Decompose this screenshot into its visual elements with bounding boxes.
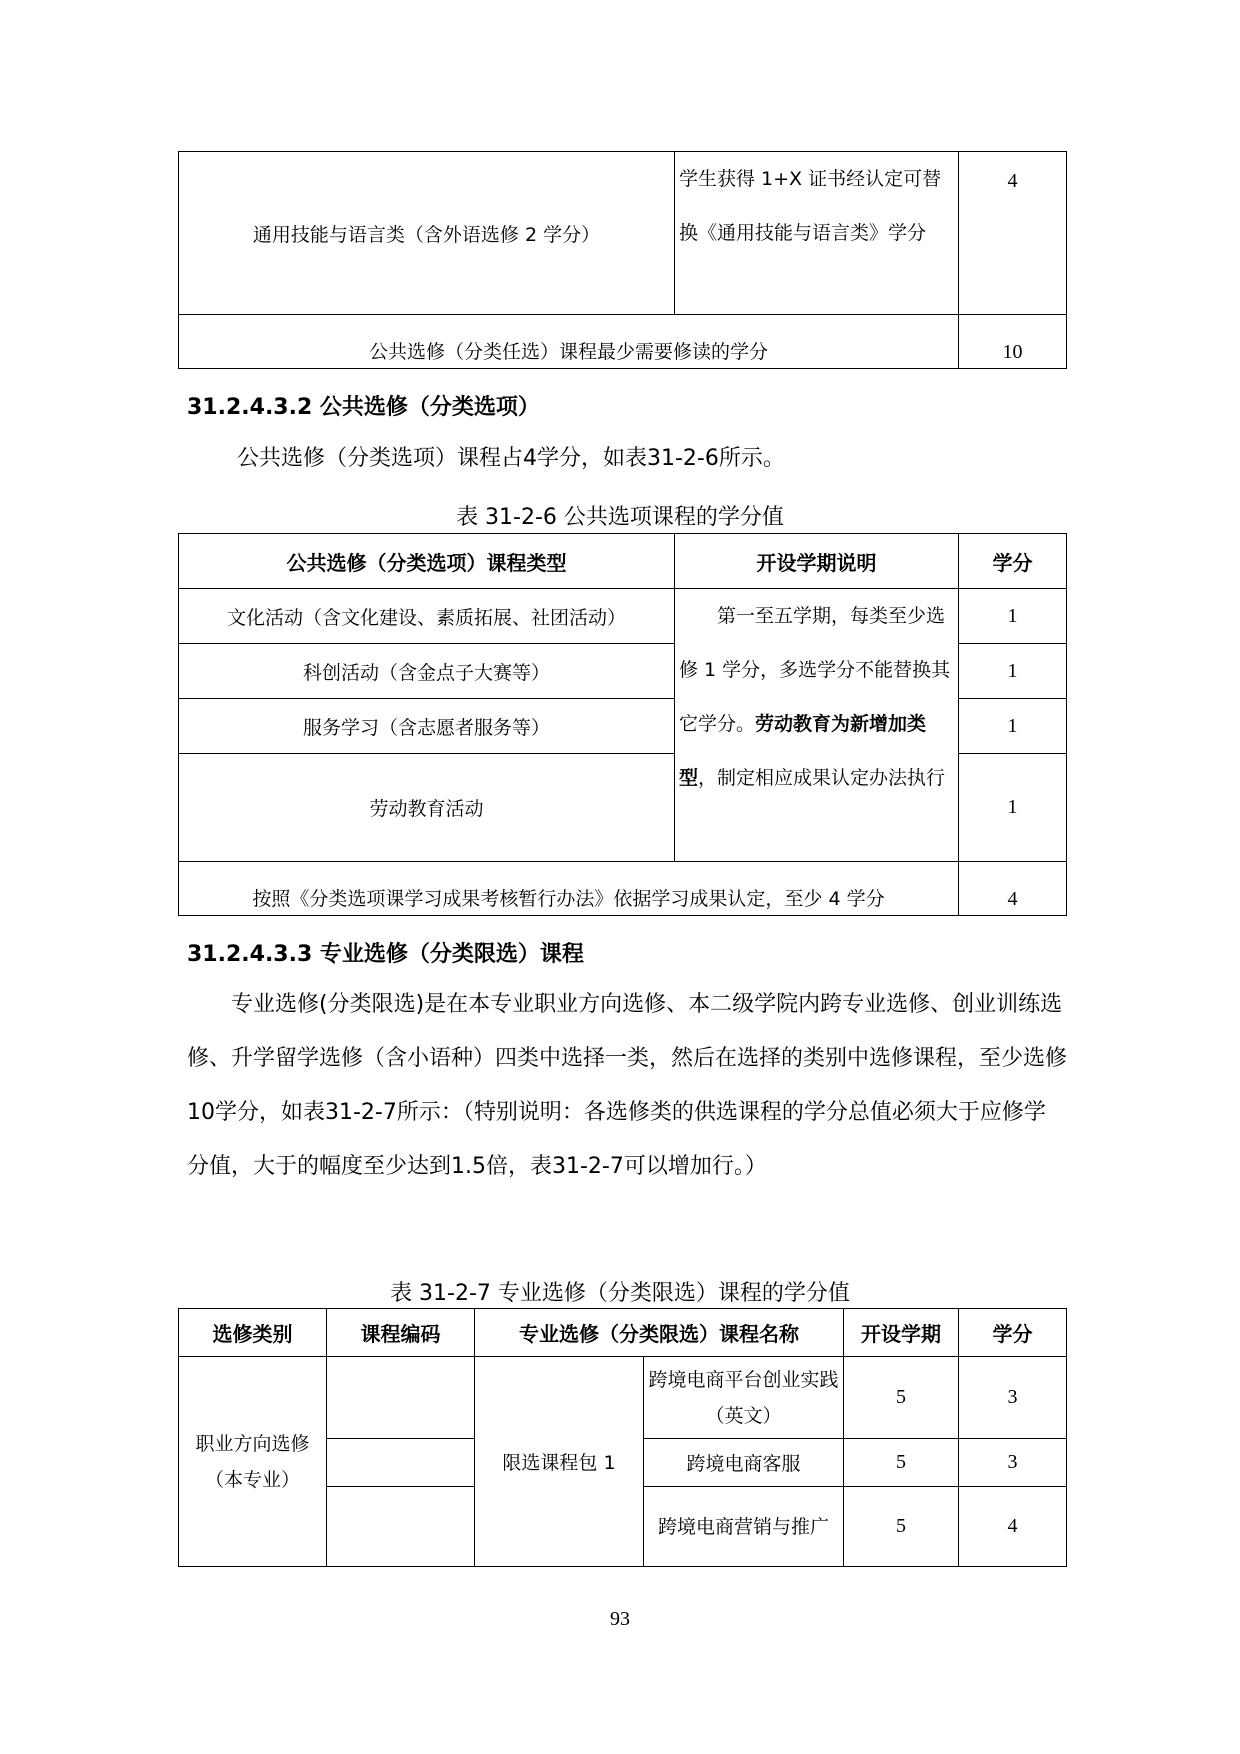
header-name: 专业选修（分类限选）课程名称 [475,1309,844,1357]
note-cell: 学生获得 1+X 证书经认定可替换《通用技能与语言类》学分 [675,152,959,315]
category-cell: 职业方向选修（本专业） [179,1357,327,1567]
note-text-2: ，制定相应成果认定办法执行 [698,767,946,789]
header-semester: 开设学期说明 [675,534,959,589]
header-category: 选修类别 [179,1309,327,1357]
credits-cell: 4 [959,1487,1067,1567]
total-credits: 10 [959,315,1067,369]
table-row [179,862,1067,916]
table-6 [178,533,1067,916]
header-code: 课程编码 [327,1309,475,1357]
table-row [179,589,1067,644]
table-6-caption: 表 31-2-6 公共选项课程的学分值 [456,505,784,530]
semester-cell: 5 [844,1487,959,1567]
credits-cell: 1 [959,754,1067,862]
code-cell [327,1439,475,1487]
semester-cell: 5 [844,1439,959,1487]
credits-cell: 1 [959,699,1067,754]
table-top [178,151,1067,369]
table-row [179,152,1067,315]
type-cell: 文化活动（含文化建设、素质拓展、社团活动） [179,589,675,644]
table-row [179,315,1067,369]
code-cell [327,1357,475,1439]
course-name-cell: 跨境电商营销与推广 [644,1487,844,1567]
type-cell: 服务学习（含志愿者服务等） [179,699,675,754]
table-row [179,1357,1067,1439]
table-7 [178,1308,1067,1567]
semester-note [675,589,959,862]
header-credits: 学分 [959,1309,1067,1357]
total-label: 公共选修（分类任选）课程最少需要修读的学分 [179,315,959,369]
course-name-cell: 跨境电商平台创业实践（英文） [644,1357,844,1439]
package-cell: 限选课程包 1 [475,1357,644,1567]
course-name-cell: 跨境电商客服 [644,1439,844,1487]
semester-cell: 5 [844,1357,959,1439]
footer-label: 按照《分类选项课学习成果考核暂行办法》依据学习成果认定，至少 4 学分 [179,862,959,916]
type-cell: 劳动教育活动 [179,754,675,862]
section-heading-2: 31.2.4.3.3 专业选修（分类限选）课程 [187,942,584,967]
category-cell: 通用技能与语言类（含外语选修 2 学分） [179,152,675,315]
credits-cell: 4 [959,152,1067,315]
credits-cell: 3 [959,1357,1067,1439]
section-heading-1: 31.2.4.3.2 公共选修（分类选项） [187,395,540,420]
header-credits: 学分 [959,534,1067,589]
page-number: 93 [610,1608,630,1630]
table-7-caption: 表 31-2-7 专业选修（分类限选）课程的学分值 [390,1281,850,1306]
section-paragraph-2: 专业选修(分类限选)是在本专业职业方向选修、本二级学院内跨专业选修、创业训练选修、升学留学选修（含小语种）四类中选择一类，然后在选择的类别中选修课程，至少选修10学分，如表31-2-7所示：（特别说明：各选修类的供选课程的学分总值必须大于应修学分值，大于的幅度至少达到1.5倍，表31-2-7可以增加行。） [187,992,1068,1179]
type-cell: 科创活动（含金点子大赛等） [179,644,675,699]
footer-credits: 4 [959,862,1067,916]
table-header-row [179,534,1067,589]
note-bold: 劳动教育为新增加类型 [679,713,927,789]
credits-cell: 3 [959,1439,1067,1487]
header-semester: 开设学期 [844,1309,959,1357]
code-cell [327,1487,475,1567]
note-text-1: 第一至五学期，每类至少选修 1 学分，多选学分不能替换其它学分。 [679,605,951,735]
credits-cell: 1 [959,644,1067,699]
header-type: 公共选修（分类选项）课程类型 [179,534,675,589]
credits-cell: 1 [959,589,1067,644]
section-paragraph-1: 公共选修（分类选项）课程占4学分，如表31-2-6所示。 [237,446,785,471]
table-header-row [179,1309,1067,1357]
